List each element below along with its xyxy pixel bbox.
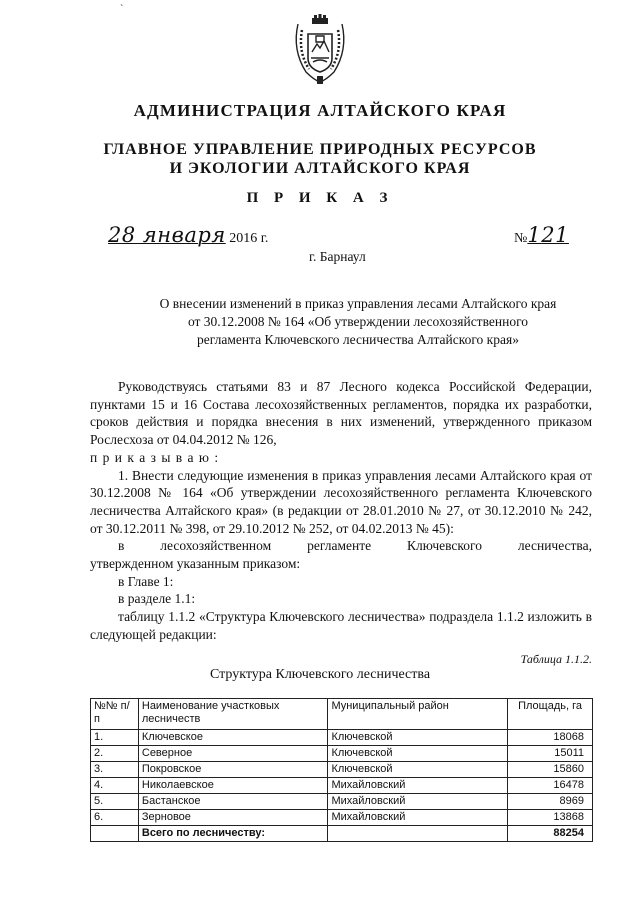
cell-area: 15011: [508, 746, 593, 762]
dept-title-line1: ГЛАВНОЕ УПРАВЛЕНИЕ ПРИРОДНЫХ РЕСУРСОВ: [103, 141, 537, 158]
cell-area: 18068: [508, 730, 593, 746]
date-year: 2016 г.: [229, 231, 269, 246]
table-row: [91, 778, 593, 794]
cell-no: 5.: [91, 794, 139, 810]
cell-district: Ключевской: [328, 730, 508, 746]
city: г. Барнаул: [309, 249, 366, 264]
cell-area: 15860: [508, 762, 593, 778]
org-title: АДМИНИСТРАЦИЯ АЛТАЙСКОГО КРАЯ: [133, 101, 507, 120]
table-row: [91, 746, 593, 762]
cell-no: 4.: [91, 778, 139, 794]
cell-district: Михайловский: [328, 810, 508, 826]
date-handwritten: 28 января: [108, 223, 226, 247]
paragraph-table-instruction: таблицу 1.1.2 «Структура Ключевского лесничества» подраздела 1.1.2 изложить в следующей редакции:: [90, 609, 592, 642]
coat-of-arms-icon: [290, 14, 350, 86]
cell-empty: [91, 826, 139, 842]
cell-no: 2.: [91, 746, 139, 762]
paragraph-regulation: в лесохозяйственном регламенте Ключевского лесничества,: [118, 538, 592, 554]
subject-line2: от 30.12.2008 № 164 «Об утверждении лесохозяйственного: [187, 314, 529, 329]
header-no: №№ п/п: [91, 699, 139, 730]
cell-area: 8969: [508, 794, 593, 810]
cell-no: 3.: [91, 762, 139, 778]
order-body: [90, 378, 592, 644]
order-number: [514, 223, 569, 247]
dept-title-line2: И ЭКОЛОГИИ АЛТАЙСКОГО КРАЯ: [169, 160, 471, 177]
table-title: Структура Ключевского лесничества: [209, 667, 431, 682]
forestry-structure-table: [90, 698, 593, 842]
order-subject: [108, 295, 608, 349]
cell-empty: [328, 826, 508, 842]
header-district: Муниципальный район: [328, 699, 508, 730]
cell-district: Михайловский: [328, 794, 508, 810]
cell-name: Николаевское: [138, 778, 328, 794]
cell-name: Покровское: [138, 762, 328, 778]
header-name: Наименование участковых лесничеств: [138, 699, 328, 730]
table-row: [91, 794, 593, 810]
cell-area: 16478: [508, 778, 593, 794]
paragraph-chapter: в Главе 1:: [118, 573, 174, 589]
paragraph-section: в разделе 1.1:: [118, 591, 196, 607]
order-date: [108, 223, 268, 247]
cell-no: 6.: [91, 810, 139, 826]
table-total-row: [91, 826, 593, 842]
table-row: [91, 730, 593, 746]
subject-line1: О внесении изменений в приказ управления лесами Алтайского края: [159, 296, 557, 311]
cell-name: Зерновое: [138, 810, 328, 826]
cell-district: Ключевской: [328, 746, 508, 762]
subject-line3: регламента Ключевского лесничества Алтайского края»: [197, 332, 519, 347]
total-label: Всего по лесничеству:: [138, 826, 328, 842]
cell-name: Бастанское: [138, 794, 328, 810]
cell-area: 13868: [508, 810, 593, 826]
table-reference: Таблица 1.1.2.: [520, 652, 592, 666]
stray-mark: `: [120, 4, 124, 15]
cell-name: Северное: [138, 746, 328, 762]
number-handwritten: 121: [527, 223, 569, 247]
cell-district: Михайловский: [328, 778, 508, 794]
paragraph-item1: 1. Внести следующие изменения в приказ управления лесами Алтайского края от 30.12.2008 № 164 «Об утверждении лесохозяйственного регламента Ключевского лесничества Алтайского края» (в редакции от 28.01.2010 № 27, от 30.12.2010 № 242, от 30.12.2011 № 398, от 29.10.2012 № 252, от 04.02.2013 № 45):: [90, 467, 592, 536]
table-row: [91, 762, 593, 778]
total-value: 88254: [508, 826, 593, 842]
table-row: [91, 810, 593, 826]
paragraph-decree: п р и к а з ы в а ю :: [90, 449, 220, 465]
table-header-row: [91, 699, 593, 730]
doc-type: П Р И К А З: [246, 190, 394, 206]
paragraph-regulation-cont: утвержденном указанным приказом:: [90, 556, 301, 572]
number-prefix: №: [514, 231, 528, 246]
paragraph-basis: Руководствуясь статьями 83 и 87 Лесного кодекса Российской Федерации, пунктами 15 и 16 Состава лесохозяйственных регламентов, порядка их разработки, сроков действия и порядка внесения в них изменений, утвержденного приказом Рослесхоза от 04.04.2012 № 126,: [90, 379, 592, 448]
cell-district: Ключевской: [328, 762, 508, 778]
header-area: Площадь, га: [508, 699, 593, 730]
cell-name: Ключевское: [138, 730, 328, 746]
cell-no: 1.: [91, 730, 139, 746]
dept-title: [0, 140, 640, 178]
